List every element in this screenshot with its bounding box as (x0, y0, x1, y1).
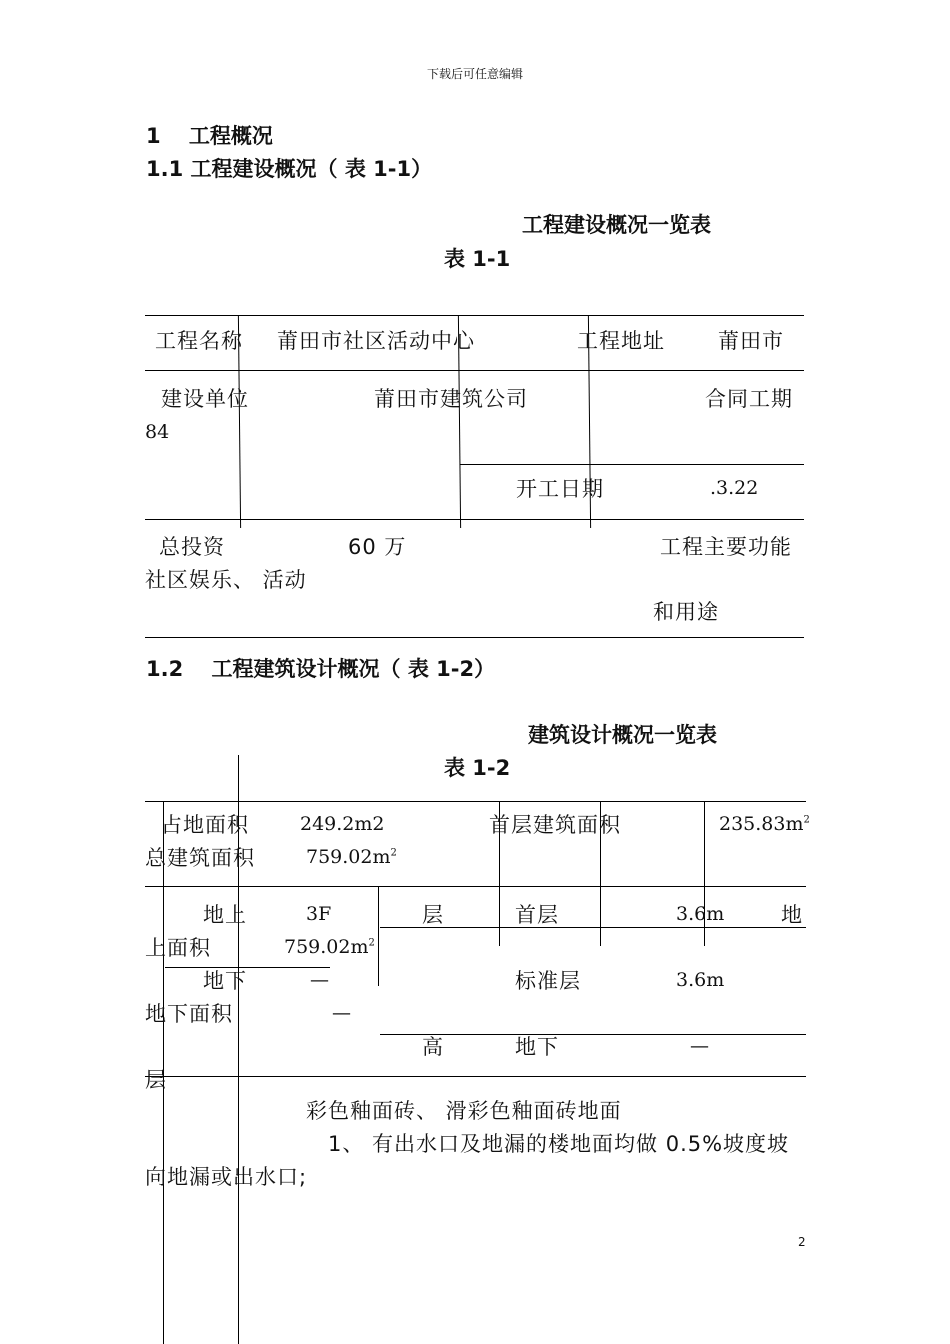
main-function-value: 社区娱乐、 活动 (145, 568, 307, 592)
first-floor-area-value: $235.83m^2$ (719, 813, 810, 835)
table2-rule (145, 1076, 806, 1077)
page-number: 2 (798, 1235, 806, 1249)
floor-slope-text-2: 向地漏或出水口; (145, 1165, 308, 1189)
table1-rule (145, 370, 804, 371)
table2-divider (238, 755, 239, 1344)
table2-rule (145, 886, 806, 887)
table2-rule (145, 801, 806, 802)
table2-rule (165, 967, 330, 968)
table2-rule (380, 927, 806, 928)
total-area-label: 总建筑面积 (145, 846, 255, 870)
table2-divider (378, 886, 379, 986)
below-area-value: — (332, 1002, 351, 1024)
total-area-value: $759.02m^2$ (306, 846, 397, 868)
project-address-value: 莆田市 (718, 329, 784, 353)
above-area-value: $759.02m^2$ (284, 936, 375, 958)
table1-rule (145, 637, 804, 638)
project-name-label: 工程名称 (155, 329, 243, 353)
table1-label: 表 1-1 (444, 247, 511, 271)
first-floor-area-label: 首层建筑面积 (489, 813, 621, 837)
project-address-label: 工程地址 (577, 329, 665, 353)
section-1-1-heading: 1.1 工程建设概况（ 表 1-1） (146, 157, 433, 181)
main-function-label: 工程主要功能 (660, 535, 792, 559)
investment-label: 总投资 (159, 535, 225, 559)
table1-rule (145, 519, 804, 520)
above-ground-floors: 3F (306, 903, 332, 925)
table1-caption: 工程建设概况一览表 (522, 213, 711, 237)
storey-label-2: 层 (145, 1068, 167, 1092)
table2-caption: 建筑设计概况一览表 (528, 723, 717, 747)
site-area-value: 249.2m2 (300, 813, 385, 835)
section-1-2-heading: 1.2 工程建筑设计概况（ 表 1-2） (146, 657, 496, 681)
site-area-label: 占地面积 (161, 813, 249, 837)
height-label: 高 (422, 1035, 444, 1059)
contract-period-value: 84 (145, 421, 170, 443)
start-date-value: .3.22 (710, 477, 759, 499)
investment-value: 60 万 (348, 535, 407, 559)
below-area-label: 地下面积 (145, 1002, 233, 1026)
standard-floor-label: 标准层 (515, 969, 581, 993)
main-function-label-2: 和用途 (653, 600, 719, 624)
floor-slope-text: 1、 有出水口及地漏的楼地面均做 0.5%坡度坡 (328, 1132, 790, 1156)
page-header: 下载后可任意编辑 (426, 67, 523, 81)
first-floor-label: 首层 (515, 903, 559, 927)
storey-label: 层 (422, 903, 444, 927)
above-area-label-a: 地 (781, 903, 803, 927)
start-date-label: 开工日期 (516, 477, 604, 501)
underground-height: — (690, 1035, 709, 1057)
builder-value: 莆田市建筑公司 (374, 387, 528, 411)
contract-period-label: 合同工期 (705, 387, 793, 411)
underground-label: 地下 (515, 1035, 559, 1059)
first-floor-height: 3.6m (676, 903, 725, 925)
table2-label: 表 1-2 (444, 756, 511, 780)
builder-label: 建设单位 (161, 387, 249, 411)
table1-rule (145, 315, 804, 316)
table1-rule (460, 464, 804, 465)
section-1-heading: 1 工程概况 (146, 124, 273, 148)
standard-floor-height: 3.6m (676, 969, 725, 991)
below-ground-label: 地下 (203, 969, 247, 993)
above-area-label-b: 上面积 (145, 936, 211, 960)
floor-finish-text: 彩色釉面砖、 滑彩色釉面砖地面 (306, 1099, 622, 1123)
project-name-value: 莆田市社区活动中心 (277, 329, 475, 353)
below-ground-floors: — (310, 969, 329, 991)
above-ground-label: 地上 (203, 903, 247, 927)
